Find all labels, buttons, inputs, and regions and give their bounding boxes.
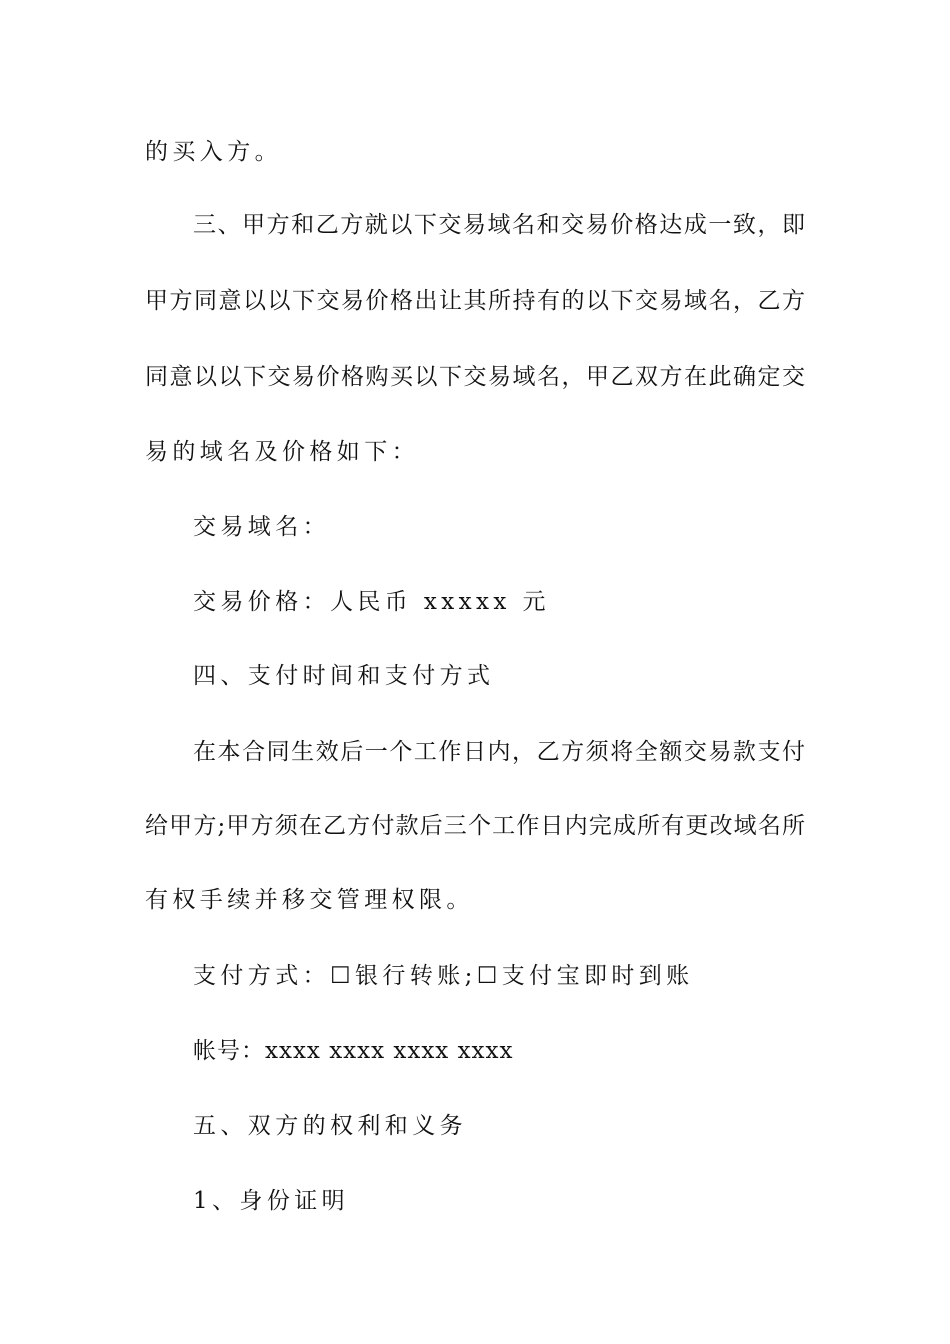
domain-name-field: 交易域名：	[193, 514, 330, 540]
payment-paragraph-line-3: 有权手续并移交管理权限。	[145, 887, 474, 913]
section-five-heading: 五、双方的权利和义务	[193, 1113, 467, 1139]
payment-paragraph-line-1: 在本合同生效后一个工作日内，乙方须将全额交易款支付	[193, 739, 805, 765]
account-number-line: 帐号：xxxx xxxx xxxx xxxx	[193, 1038, 514, 1064]
payment-paragraph-line-2: 给甲方;甲方须在乙方付款后三个工作日内完成所有更改域名所	[145, 813, 805, 839]
section-three-line-3: 同意以以下交易价格购买以下交易域名，甲乙双方在此确定交	[145, 364, 805, 390]
section-three-line-4: 易的域名及价格如下：	[145, 439, 419, 465]
payment-method-line: 支付方式：☐银行转账;☐支付宝即时到账	[193, 963, 694, 989]
price-field: 交易价格：人民币 xxxxx 元	[193, 589, 550, 615]
paragraph-line-buyer-end: 的买入方。	[145, 139, 282, 165]
identity-proof-heading: 1、身份证明	[193, 1188, 350, 1214]
section-three-line-1: 三、甲方和乙方就以下交易域名和交易价格达成一致，即	[193, 212, 805, 238]
section-four-heading: 四、支付时间和支付方式	[193, 663, 495, 689]
section-three-line-2: 甲方同意以以下交易价格出让其所持有的以下交易域名，乙方	[145, 288, 805, 314]
